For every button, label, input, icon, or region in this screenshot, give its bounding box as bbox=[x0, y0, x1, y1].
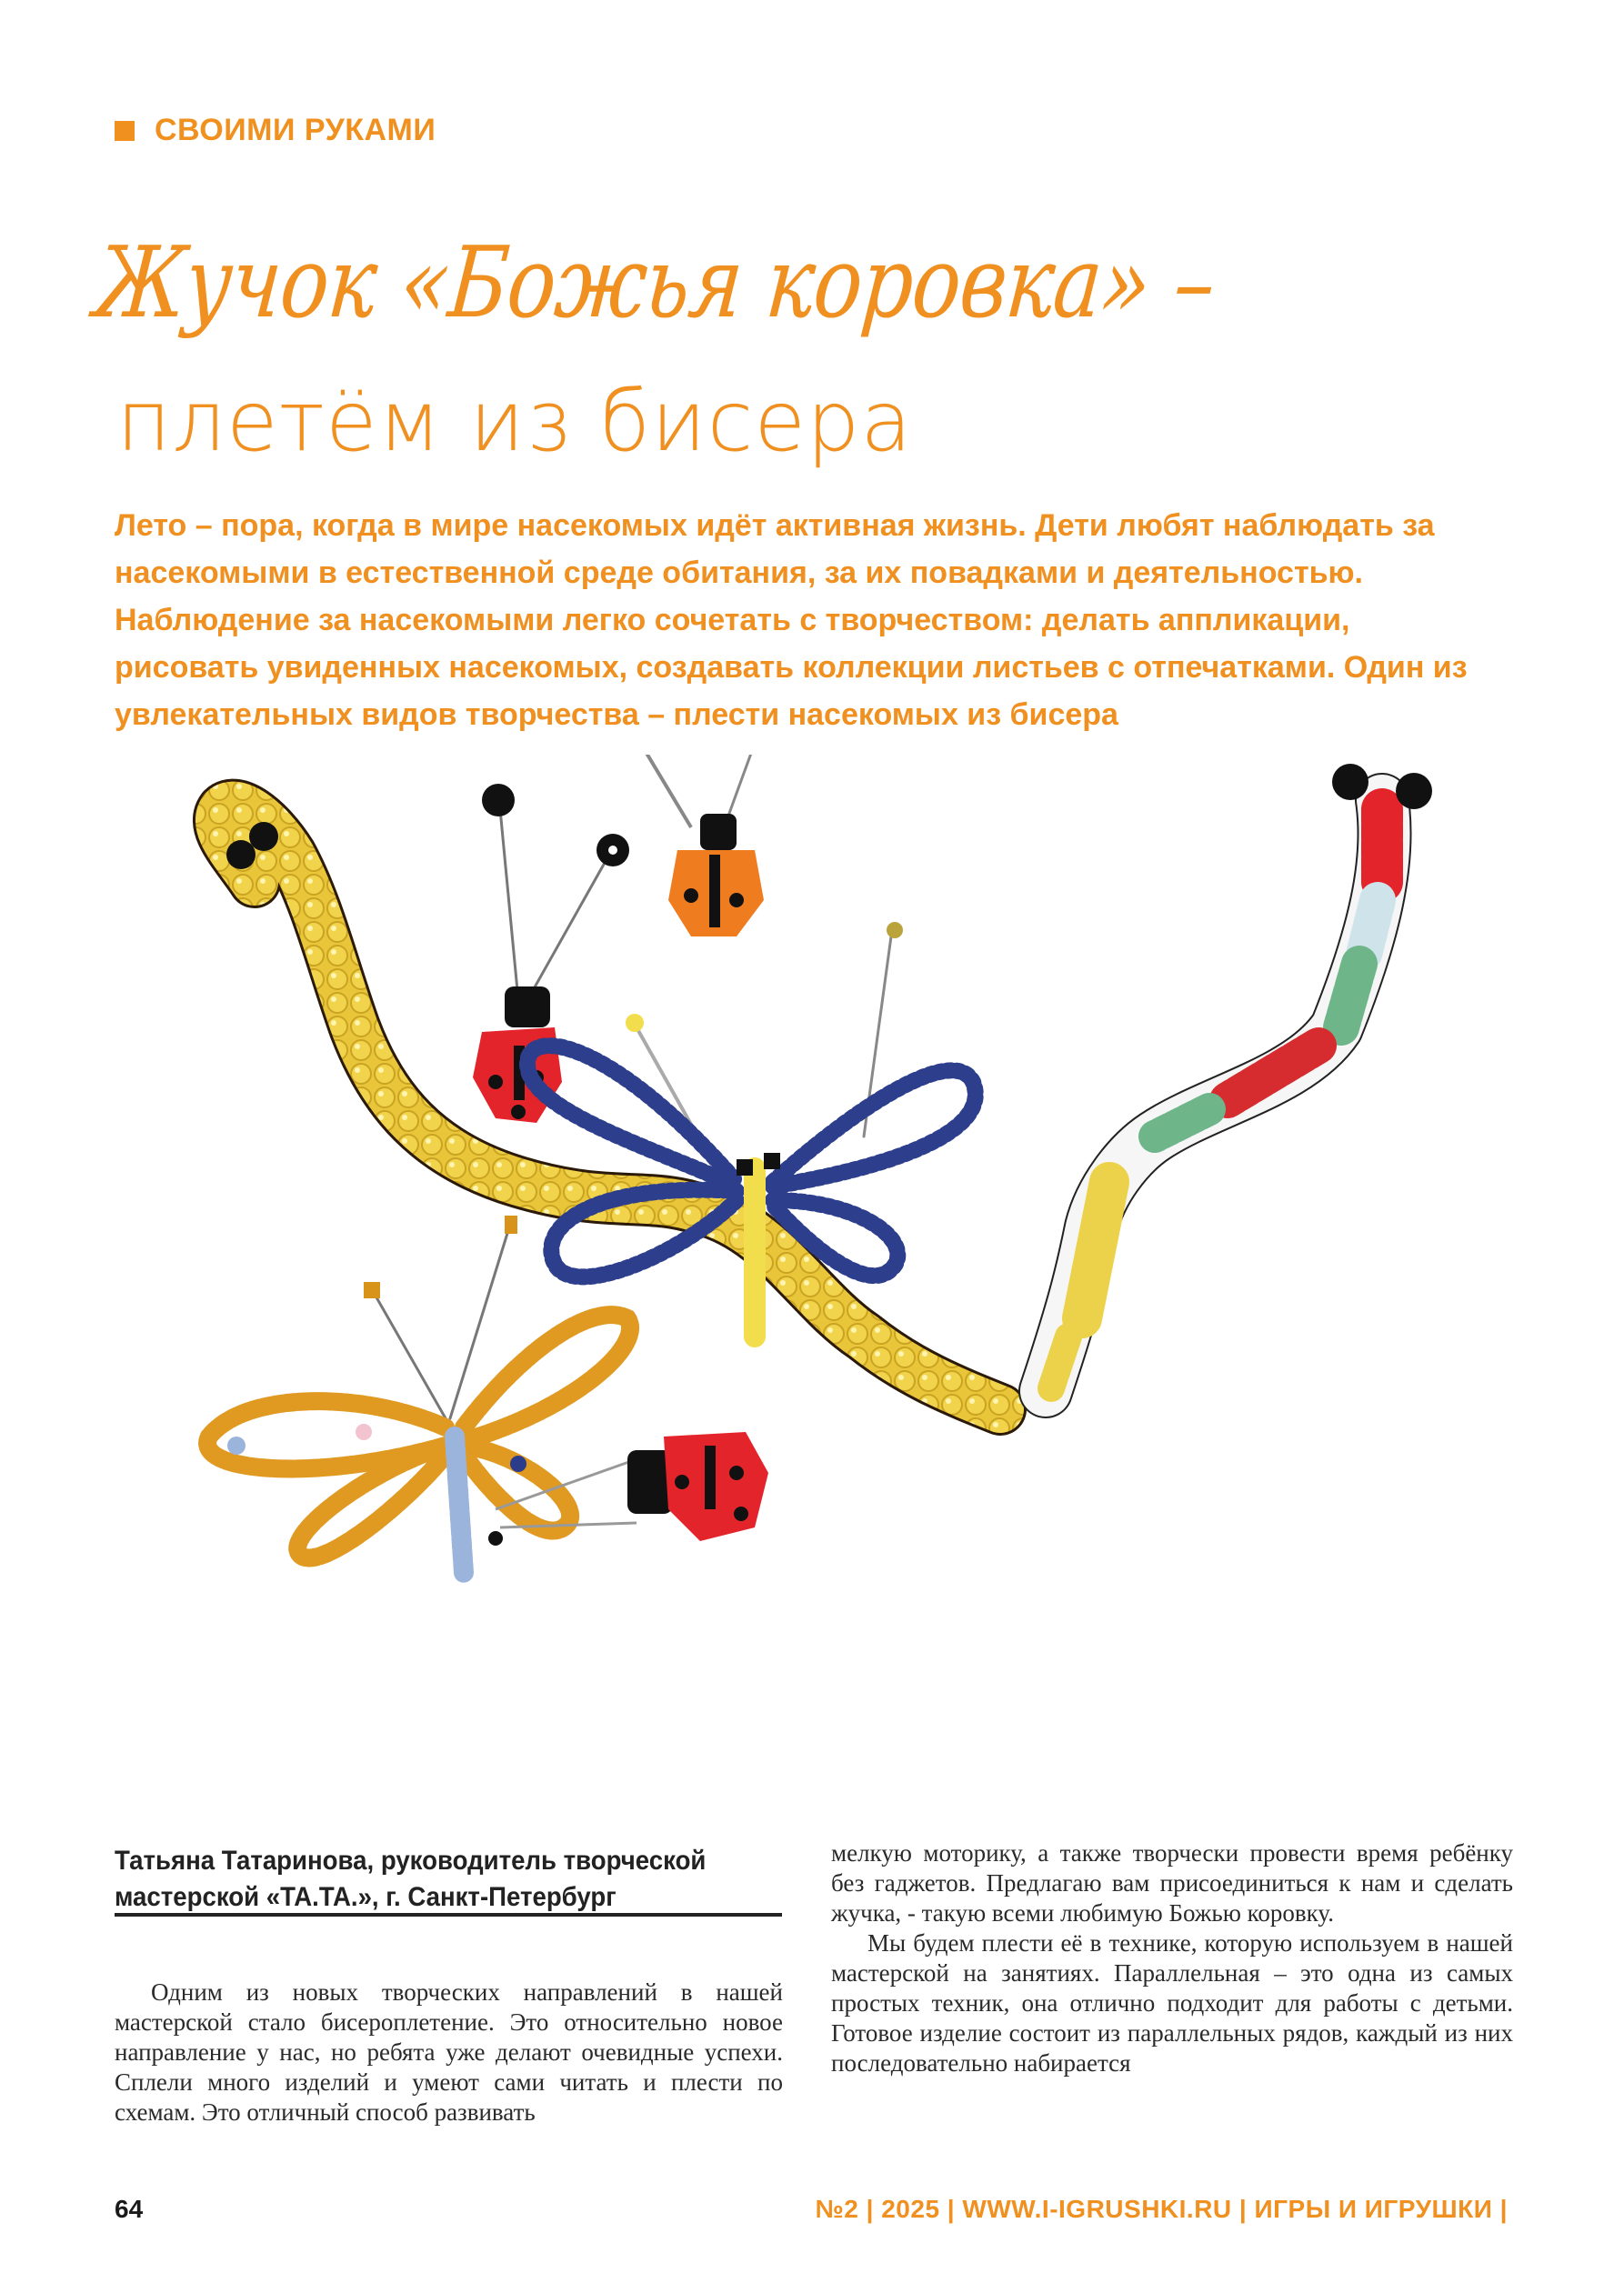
multicolor-caterpillar bbox=[1046, 764, 1432, 1391]
body-paragraph: Одним из новых творческих направлений в нашей мастерской стало бисероплетение. Это относительно новое направление у нас, но ребята уже делают очевидные успехи. Сплели много изделий и умеют сами читать и плести по схемам. Это отличный способ развивать bbox=[115, 1978, 783, 2126]
blue-dragonfly bbox=[527, 922, 976, 1337]
section-tag bbox=[115, 113, 436, 148]
body-paragraph: мелкую моторику, а также творчески провести время ребёнку без гаджетов. Предлагаю вам присоединиться к нам и сделать жучка, - такую всеми любимую Божью коровку. bbox=[831, 1839, 1513, 1927]
page-number: 64 bbox=[115, 2195, 144, 2223]
body-column-right bbox=[831, 1838, 1513, 2078]
beaded-insects-photo bbox=[136, 755, 1537, 1827]
article-title: Жучок «Божья коровка» – bbox=[91, 226, 1219, 340]
lead-text: Лето – пора, когда в мире насекомых идёт активная жизнь. Дети любят наблюдать за насекомыми в естественной среде обитания, за их повадками и деятельностью. Наблюдение за насекомыми легко сочетать с творчеством: делать аппликации, рисовать увиденных насекомых, создавать коллекции листьев с отпечатками. Один из увлекательных видов творчества – плести насекомых из бисера bbox=[115, 508, 1468, 732]
author-byline: Татьяна Татаринова, руководитель творческой мастерской «ТА.ТА.», г. Санкт-Петербург bbox=[115, 1846, 707, 1912]
section-square-icon bbox=[115, 121, 135, 141]
body-column-left bbox=[115, 1978, 783, 2128]
lead-paragraph bbox=[115, 502, 1497, 738]
orange-ladybug bbox=[637, 755, 764, 936]
section-label: СВОИМИ РУКАМИ bbox=[155, 113, 436, 147]
footer-issue-info: №2 | 2025 | WWW.I-IGRUSHKI.RU | ИГРЫ И ИГРУШКИ | bbox=[815, 2195, 1508, 2223]
article-subtitle: плетём из бисера bbox=[116, 373, 913, 470]
body-paragraph: Мы будем плести её в технике, которую используем в нашей мастерской на занятиях. Параллельная – это одна из самых простых техник, она отлично подходит для работы с детьми. Готовое изделие состоит из параллельных рядов, каждый из них последовательно набирается bbox=[831, 1929, 1513, 2077]
author-divider bbox=[115, 1913, 782, 1917]
